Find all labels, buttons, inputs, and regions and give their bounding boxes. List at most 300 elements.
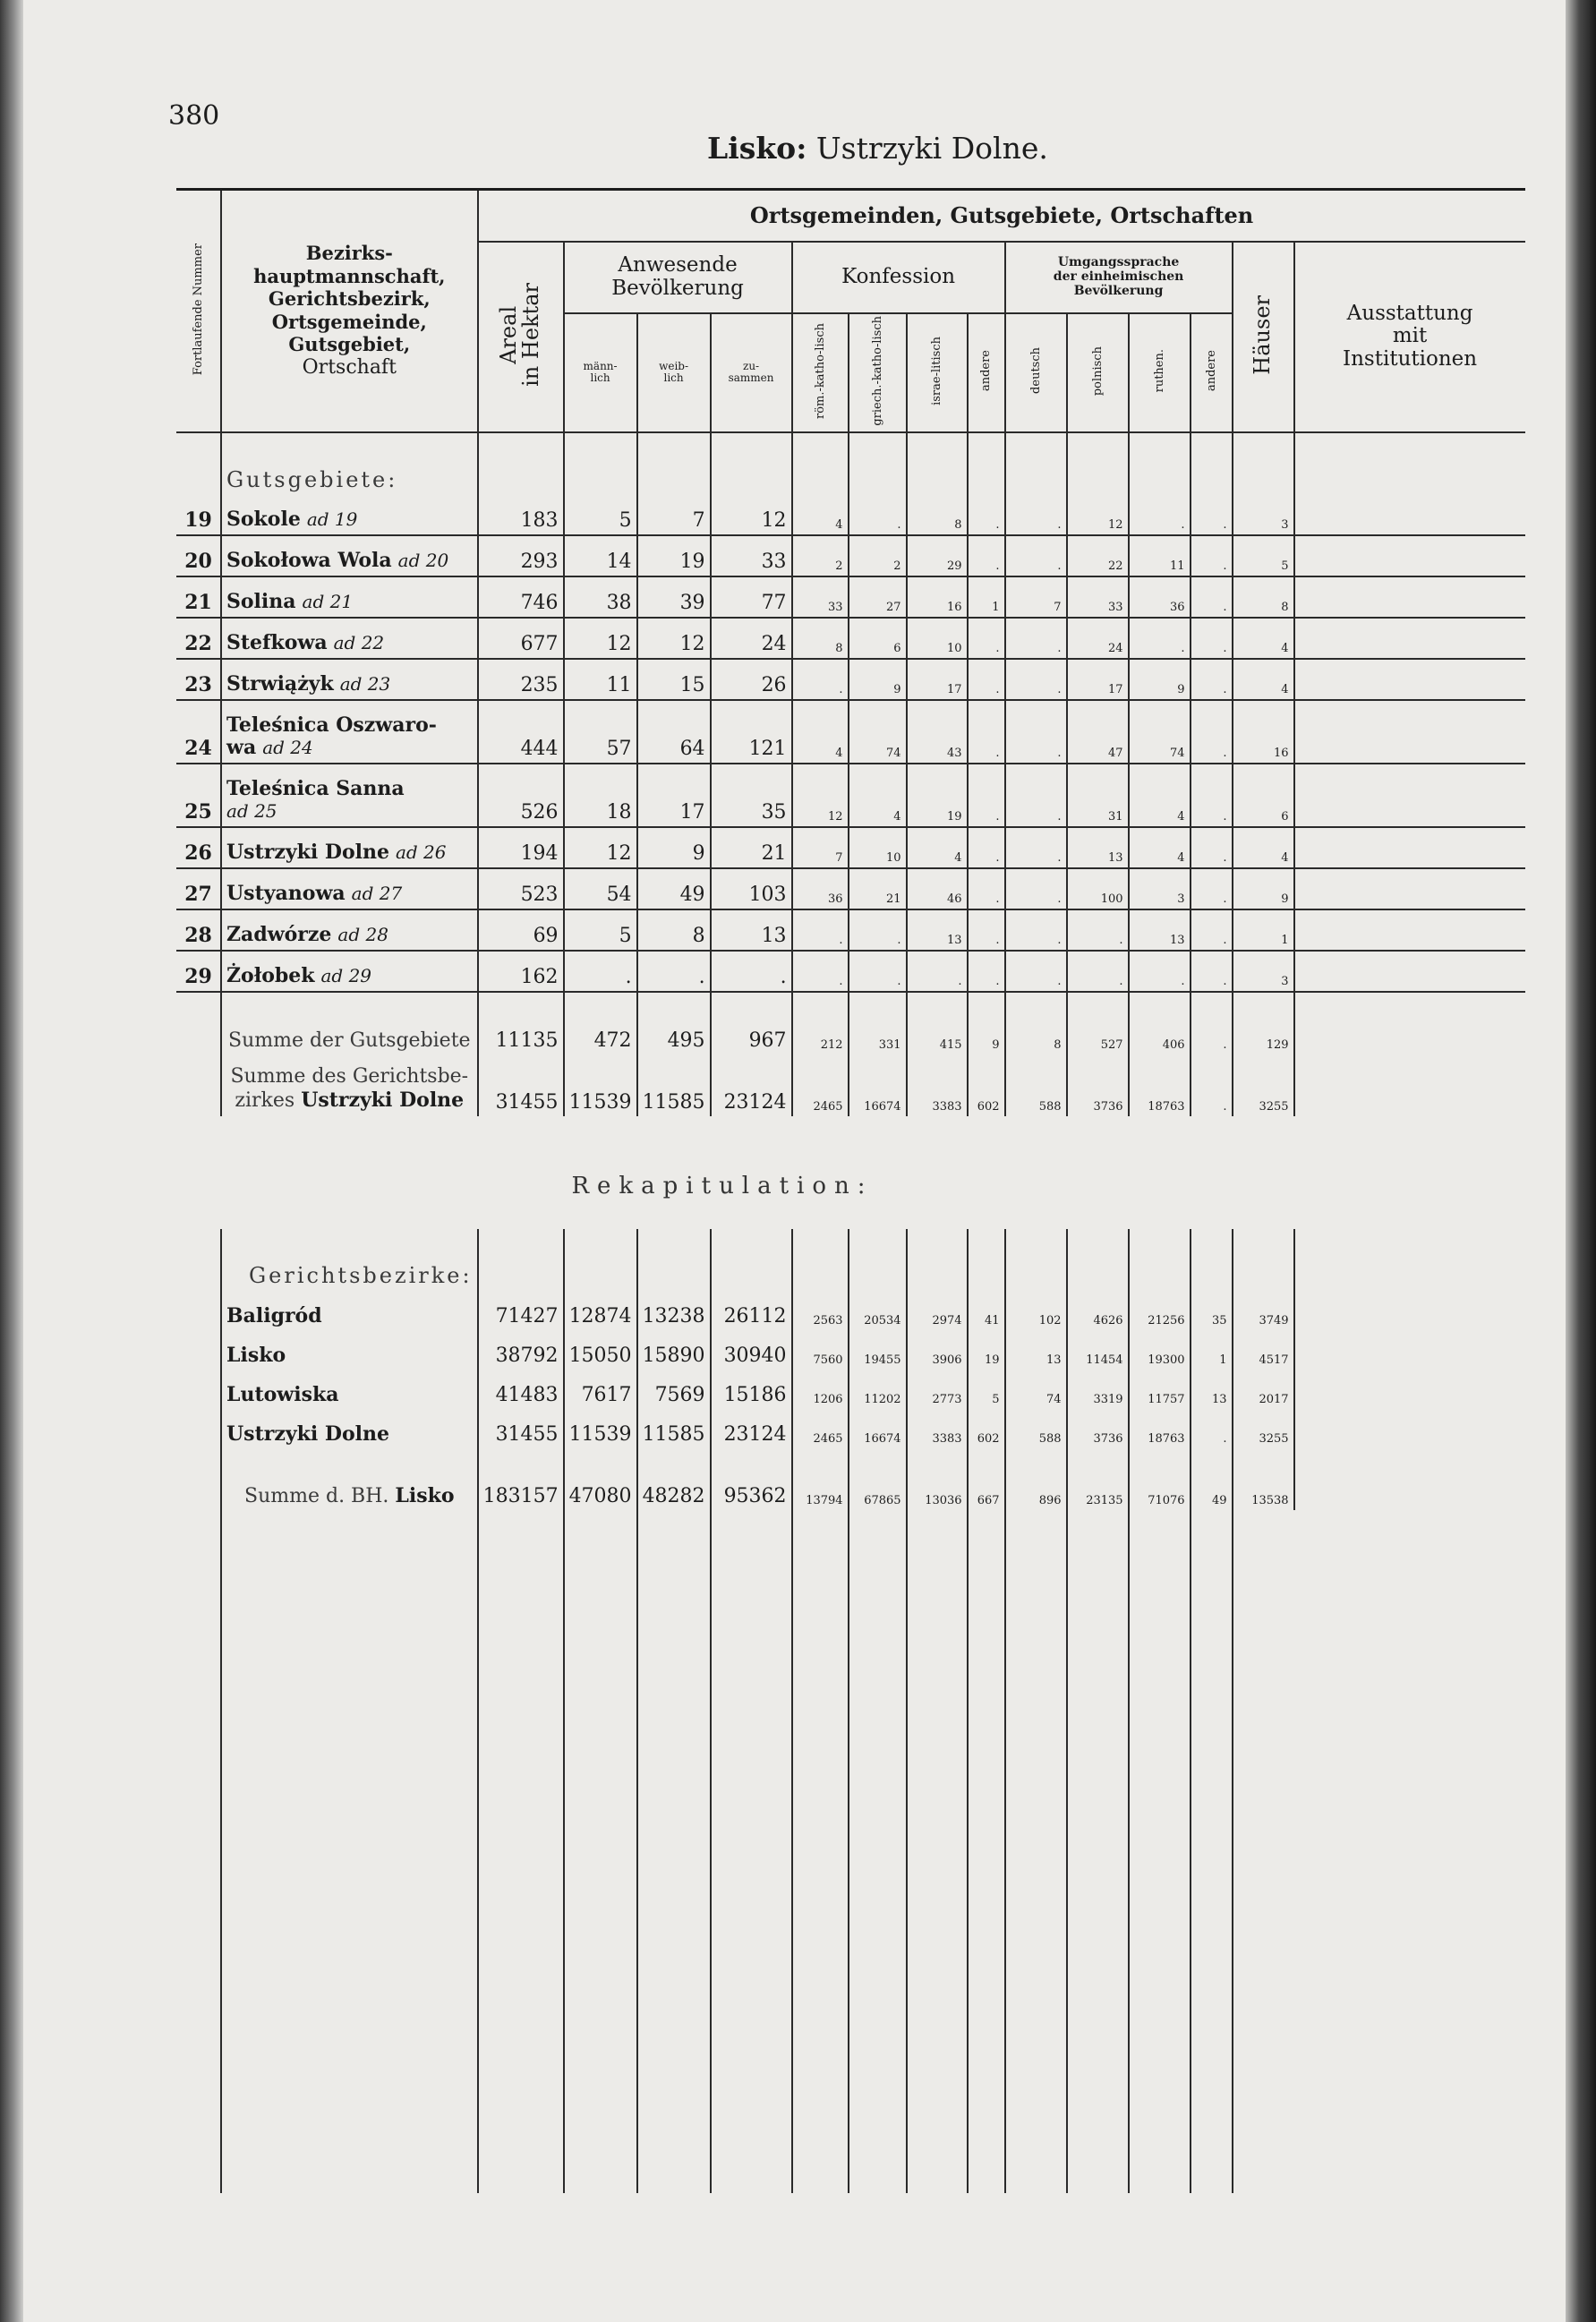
cell-ruthen: 19300: [1129, 1330, 1191, 1370]
row-number: 24: [176, 700, 221, 764]
cell-polnisch: 24: [1067, 618, 1129, 659]
cell-haeuser: 1: [1233, 909, 1294, 951]
cell-ausstattung: [1294, 909, 1525, 951]
cell-roem: 4: [792, 700, 849, 764]
cell-ausstattung: [1294, 618, 1525, 659]
cell-polnisch: 17: [1067, 659, 1129, 700]
cell-griech: 2: [849, 535, 907, 576]
cell-polnisch: 3736: [1067, 1054, 1129, 1116]
cell-israel: 13036: [907, 1448, 968, 1510]
cell-andere2: .: [1191, 868, 1233, 909]
cell-andere2: .: [1191, 618, 1233, 659]
row-number: 23: [176, 659, 221, 700]
cell-roem: .: [792, 909, 849, 951]
cell-roem: 1206: [792, 1370, 849, 1409]
row-number: 26: [176, 827, 221, 868]
cell-z: 77: [711, 576, 792, 618]
place-name: Sokole ad 19: [221, 495, 478, 535]
cell-z: 33: [711, 535, 792, 576]
cell-areal: 41483: [478, 1370, 564, 1409]
cell-z: 35: [711, 764, 792, 827]
cell-polnisch: 23135: [1067, 1448, 1129, 1510]
cell-m: 12: [564, 827, 637, 868]
table-row: [176, 827, 1525, 868]
cell-ruthen: 18763: [1129, 1409, 1191, 1448]
cell-ausstattung: [1294, 992, 1525, 1054]
cell-andere: .: [968, 618, 1005, 659]
cell-z: 967: [711, 992, 792, 1054]
table-row: [176, 495, 1525, 535]
cell-ausstattung: [1294, 1409, 1525, 1448]
cell-haeuser: 8: [1233, 576, 1294, 618]
cell-andere2: .: [1191, 1409, 1233, 1448]
cell-w: 495: [637, 992, 711, 1054]
header-nr: Fortlaufende Nummer: [176, 190, 221, 432]
cell-roem: 33: [792, 576, 849, 618]
cell-z: 24: [711, 618, 792, 659]
header-umgangssprache: Umgangssprache der einheimischen Bevölkerung: [1005, 242, 1233, 313]
cell-israel: 3906: [907, 1330, 968, 1370]
header-zusammen: zu- sammen: [711, 313, 792, 432]
cell-roem: 13794: [792, 1448, 849, 1510]
cell-griech: 6: [849, 618, 907, 659]
place-name: Strwiążyk ad 23: [221, 659, 478, 700]
cell-z: 21: [711, 827, 792, 868]
cell-w: 39: [637, 576, 711, 618]
header-bezirk: Bezirks- hauptmannschaft, Gerichtsbezirk, Ortsgemeinde, Gutsgebiet, Ortschaft: [221, 190, 478, 432]
page-header-place: Ustrzyki Dolne.: [815, 131, 1048, 166]
cell-israel: 2773: [907, 1370, 968, 1409]
cell-m: 12: [564, 618, 637, 659]
cell-m: 18: [564, 764, 637, 827]
cell-ruthen: 18763: [1129, 1054, 1191, 1116]
cell-m: .: [564, 951, 637, 992]
statistics-table: [176, 188, 1525, 2193]
cell-ruthen: 11: [1129, 535, 1191, 576]
cell-ruthen: 71076: [1129, 1448, 1191, 1510]
table-row: [176, 700, 1525, 764]
cell-andere: .: [968, 659, 1005, 700]
cell-areal: 11135: [478, 992, 564, 1054]
row-number: 28: [176, 909, 221, 951]
cell-z: 12: [711, 495, 792, 535]
cell-deutsch: .: [1005, 951, 1067, 992]
sum-gericht-label: Summe des Gerichtsbe- zirkes Ustrzyki Dolne: [221, 1054, 478, 1116]
cell-roem: .: [792, 951, 849, 992]
row-number: 27: [176, 868, 221, 909]
cell-israel: 4: [907, 827, 968, 868]
cell-z: 95362: [711, 1448, 792, 1510]
cell-andere2: .: [1191, 495, 1233, 535]
cell-ruthen: 13: [1129, 909, 1191, 951]
cell-z: 15186: [711, 1370, 792, 1409]
cell-andere: .: [968, 827, 1005, 868]
cell-w: 48282: [637, 1448, 711, 1510]
place-name: Żołobek ad 29: [221, 951, 478, 992]
header-polnisch: polnisch: [1067, 313, 1129, 432]
cell-andere2: .: [1191, 764, 1233, 827]
cell-m: 5: [564, 909, 637, 951]
cell-areal: 38792: [478, 1330, 564, 1370]
cell-haeuser: 3: [1233, 951, 1294, 992]
cell-israel: 16: [907, 576, 968, 618]
cell-roem: 8: [792, 618, 849, 659]
cell-w: 15: [637, 659, 711, 700]
cell-griech: 10: [849, 827, 907, 868]
cell-polnisch: .: [1067, 909, 1129, 951]
section-gutsgebiete: Gutsgebiete:: [221, 432, 478, 495]
cell-w: 19: [637, 535, 711, 576]
place-name: Teleśnica Oszwaro- wa ad 24: [221, 700, 478, 764]
cell-m: 15050: [564, 1330, 637, 1370]
cell-z: 23124: [711, 1054, 792, 1116]
header-ruthen: ruthen.: [1129, 313, 1191, 432]
cell-ruthen: 406: [1129, 992, 1191, 1054]
cell-israel: 29: [907, 535, 968, 576]
row-number: 21: [176, 576, 221, 618]
header-andere: andere: [968, 313, 1005, 432]
cell-deutsch: .: [1005, 618, 1067, 659]
cell-griech: 27: [849, 576, 907, 618]
cell-ruthen: 3: [1129, 868, 1191, 909]
cell-haeuser: 3255: [1233, 1054, 1294, 1116]
cell-deutsch: .: [1005, 868, 1067, 909]
cell-roem: 2465: [792, 1054, 849, 1116]
cell-andere: .: [968, 764, 1005, 827]
cell-w: 49: [637, 868, 711, 909]
table-row: [176, 909, 1525, 951]
cell-andere: 9: [968, 992, 1005, 1054]
cell-m: 5: [564, 495, 637, 535]
cell-w: 8: [637, 909, 711, 951]
cell-ausstattung: [1294, 1330, 1525, 1370]
cell-andere: .: [968, 495, 1005, 535]
cell-areal: 235: [478, 659, 564, 700]
cell-andere2: .: [1191, 576, 1233, 618]
place-name: Sokołowa Wola ad 20: [221, 535, 478, 576]
cell-andere2: .: [1191, 992, 1233, 1054]
cell-polnisch: 3319: [1067, 1370, 1129, 1409]
rekapitulation-row: [176, 1146, 1525, 1229]
cell-z: 23124: [711, 1409, 792, 1448]
cell-polnisch: 11454: [1067, 1330, 1129, 1370]
cell-m: 57: [564, 700, 637, 764]
cell-andere: 602: [968, 1054, 1005, 1116]
cell-ruthen: 21256: [1129, 1291, 1191, 1330]
cell-griech: 21: [849, 868, 907, 909]
recap-row: [176, 1291, 1525, 1330]
cell-griech: 19455: [849, 1330, 907, 1370]
place-name: Solina ad 21: [221, 576, 478, 618]
cell-z: 30940: [711, 1330, 792, 1370]
cell-andere: .: [968, 951, 1005, 992]
header-weiblich: weib- lich: [637, 313, 711, 432]
table-row: [176, 659, 1525, 700]
cell-griech: 11202: [849, 1370, 907, 1409]
header-ausstattung: Ausstattung mit Institutionen: [1294, 242, 1525, 432]
cell-haeuser: 9: [1233, 868, 1294, 909]
cell-deutsch: 102: [1005, 1291, 1067, 1330]
cell-griech: 74: [849, 700, 907, 764]
cell-areal: 183: [478, 495, 564, 535]
table-row: [176, 951, 1525, 992]
row-number: 25: [176, 764, 221, 827]
cell-ruthen: 74: [1129, 700, 1191, 764]
cell-haeuser: 3749: [1233, 1291, 1294, 1330]
cell-ruthen: .: [1129, 618, 1191, 659]
cell-polnisch: 13: [1067, 827, 1129, 868]
cell-w: 7: [637, 495, 711, 535]
row-number: 19: [176, 495, 221, 535]
cell-andere: .: [968, 700, 1005, 764]
cell-andere: .: [968, 535, 1005, 576]
cell-z: 13: [711, 909, 792, 951]
cell-haeuser: 4: [1233, 659, 1294, 700]
cell-haeuser: 6: [1233, 764, 1294, 827]
cell-andere2: .: [1191, 1054, 1233, 1116]
cell-haeuser: 5: [1233, 535, 1294, 576]
recap-row: [176, 1409, 1525, 1448]
cell-m: 54: [564, 868, 637, 909]
cell-polnisch: 4626: [1067, 1291, 1129, 1330]
cell-m: 12874: [564, 1291, 637, 1330]
cell-deutsch: .: [1005, 827, 1067, 868]
rekapitulation-title: Rekapitulation:: [571, 1172, 874, 1199]
cell-griech: 9: [849, 659, 907, 700]
cell-deutsch: .: [1005, 659, 1067, 700]
table-row: [176, 535, 1525, 576]
place-name: Ustrzyki Dolne ad 26: [221, 827, 478, 868]
cell-polnisch: 33: [1067, 576, 1129, 618]
cell-israel: 3383: [907, 1409, 968, 1448]
header-israel: israe-litisch: [907, 313, 968, 432]
cell-ausstattung: [1294, 1291, 1525, 1330]
section-row: [176, 432, 1525, 495]
cell-deutsch: 896: [1005, 1448, 1067, 1510]
cell-polnisch: .: [1067, 951, 1129, 992]
cell-griech: 16674: [849, 1054, 907, 1116]
cell-ausstattung: [1294, 535, 1525, 576]
cell-israel: 19: [907, 764, 968, 827]
header-ortsgemeinden: Ortsgemeinden, Gutsgebiete, Ortschaften: [478, 190, 1525, 243]
cell-polnisch: 47: [1067, 700, 1129, 764]
place-name: Stefkowa ad 22: [221, 618, 478, 659]
cell-andere2: 49: [1191, 1448, 1233, 1510]
cell-m: 14: [564, 535, 637, 576]
cell-roem: 2: [792, 535, 849, 576]
section-gerichtsbezirke-row: [176, 1229, 1525, 1291]
cell-deutsch: 7: [1005, 576, 1067, 618]
cell-m: 11539: [564, 1054, 637, 1116]
cell-andere: 1: [968, 576, 1005, 618]
cell-areal: 31455: [478, 1054, 564, 1116]
cell-m: 11539: [564, 1409, 637, 1448]
cell-areal: 526: [478, 764, 564, 827]
cell-andere2: 1: [1191, 1330, 1233, 1370]
cell-areal: 444: [478, 700, 564, 764]
place-name: Zadwórze ad 28: [221, 909, 478, 951]
header-haeuser: Häuser: [1233, 242, 1294, 432]
cell-haeuser: 4: [1233, 618, 1294, 659]
cell-haeuser: 4: [1233, 827, 1294, 868]
cell-andere: 19: [968, 1330, 1005, 1370]
cell-haeuser: 13538: [1233, 1448, 1294, 1510]
cell-w: 9: [637, 827, 711, 868]
cell-deutsch: 74: [1005, 1370, 1067, 1409]
cell-andere2: .: [1191, 535, 1233, 576]
cell-haeuser: 16: [1233, 700, 1294, 764]
sum-bh-row: [176, 1448, 1525, 1510]
cell-haeuser: 2017: [1233, 1370, 1294, 1409]
cell-ausstattung: [1294, 1370, 1525, 1409]
cell-roem: 212: [792, 992, 849, 1054]
cell-z: 121: [711, 700, 792, 764]
cell-w: 64: [637, 700, 711, 764]
place-name: Teleśnica Sanna ad 25: [221, 764, 478, 827]
cell-deutsch: .: [1005, 535, 1067, 576]
table-row: [176, 868, 1525, 909]
cell-israel: 43: [907, 700, 968, 764]
table-header: [176, 190, 1525, 432]
header-konfession: Konfession: [792, 242, 1005, 313]
section-gerichtsbezirke: Gerichtsbezirke:: [221, 1229, 478, 1291]
cell-z: 103: [711, 868, 792, 909]
cell-polnisch: 31: [1067, 764, 1129, 827]
cell-areal: 523: [478, 868, 564, 909]
cell-griech: 67865: [849, 1448, 907, 1510]
district-name: Lutowiska: [221, 1370, 478, 1409]
cell-areal: 31455: [478, 1409, 564, 1448]
cell-griech: 4: [849, 764, 907, 827]
cell-israel: 10: [907, 618, 968, 659]
sum-gutsgebiete-label: Summe der Gutsgebiete: [221, 992, 478, 1054]
cell-areal: 746: [478, 576, 564, 618]
cell-roem: 4: [792, 495, 849, 535]
cell-ruthen: 4: [1129, 764, 1191, 827]
cell-m: 7617: [564, 1370, 637, 1409]
cell-roem: 2563: [792, 1291, 849, 1330]
cell-ruthen: .: [1129, 951, 1191, 992]
cell-haeuser: 3255: [1233, 1409, 1294, 1448]
cell-ruthen: .: [1129, 495, 1191, 535]
cell-deutsch: .: [1005, 495, 1067, 535]
recap-row: [176, 1370, 1525, 1409]
cell-griech: 16674: [849, 1409, 907, 1448]
table-row: [176, 618, 1525, 659]
district-name: Ustrzyki Dolne: [221, 1409, 478, 1448]
cell-deutsch: 588: [1005, 1409, 1067, 1448]
cell-israel: 46: [907, 868, 968, 909]
cell-roem: 7: [792, 827, 849, 868]
sum-gutsgebiete-row: [176, 992, 1525, 1054]
table-body: [176, 432, 1525, 2193]
cell-deutsch: 8: [1005, 992, 1067, 1054]
table-row: [176, 764, 1525, 827]
cell-andere: 5: [968, 1370, 1005, 1409]
row-number: 20: [176, 535, 221, 576]
cell-ausstattung: [1294, 1054, 1525, 1116]
cell-haeuser: 3: [1233, 495, 1294, 535]
cell-w: 11585: [637, 1409, 711, 1448]
header-roem: röm.-katho-lisch: [792, 313, 849, 432]
cell-griech: 20534: [849, 1291, 907, 1330]
cell-andere2: .: [1191, 909, 1233, 951]
cell-areal: 69: [478, 909, 564, 951]
cell-ausstattung: [1294, 1448, 1525, 1510]
cell-polnisch: 100: [1067, 868, 1129, 909]
cell-w: 12: [637, 618, 711, 659]
cell-w: 17: [637, 764, 711, 827]
cell-areal: 71427: [478, 1291, 564, 1330]
cell-areal: 677: [478, 618, 564, 659]
cell-areal: 194: [478, 827, 564, 868]
cell-areal: 162: [478, 951, 564, 992]
cell-andere: .: [968, 868, 1005, 909]
cell-andere: 41: [968, 1291, 1005, 1330]
cell-deutsch: 588: [1005, 1054, 1067, 1116]
cell-israel: 3383: [907, 1054, 968, 1116]
table-row: [176, 576, 1525, 618]
cell-andere2: .: [1191, 827, 1233, 868]
cell-roem: 2465: [792, 1409, 849, 1448]
header-anwesende: Anwesende Bevölkerung: [564, 242, 792, 313]
header-andere2: andere: [1191, 313, 1233, 432]
cell-polnisch: 22: [1067, 535, 1129, 576]
cell-m: 38: [564, 576, 637, 618]
cell-deutsch: .: [1005, 764, 1067, 827]
cell-andere: 667: [968, 1448, 1005, 1510]
cell-polnisch: 3736: [1067, 1409, 1129, 1448]
cell-israel: 13: [907, 909, 968, 951]
scan-edge-right: [1566, 0, 1596, 2322]
cell-andere: .: [968, 909, 1005, 951]
cell-polnisch: 12: [1067, 495, 1129, 535]
header-areal: Areal in Hektar: [478, 242, 564, 432]
cell-deutsch: 13: [1005, 1330, 1067, 1370]
recap-row: [176, 1330, 1525, 1370]
cell-griech: .: [849, 951, 907, 992]
cell-ausstattung: [1294, 659, 1525, 700]
cell-israel: 2974: [907, 1291, 968, 1330]
cell-m: 472: [564, 992, 637, 1054]
cell-ruthen: 9: [1129, 659, 1191, 700]
cell-w: 11585: [637, 1054, 711, 1116]
cell-ausstattung: [1294, 700, 1525, 764]
cell-ausstattung: [1294, 764, 1525, 827]
cell-m: 47080: [564, 1448, 637, 1510]
cell-w: 15890: [637, 1330, 711, 1370]
district-name: Baligród: [221, 1291, 478, 1330]
cell-deutsch: .: [1005, 700, 1067, 764]
page-header-district: Lisko:: [707, 131, 807, 166]
cell-haeuser: 129: [1233, 992, 1294, 1054]
cell-andere2: .: [1191, 659, 1233, 700]
page-number: 380: [168, 100, 220, 132]
sum-bh-label: Summe d. BH. Lisko: [221, 1448, 478, 1510]
district-name: Lisko: [221, 1330, 478, 1370]
cell-w: 7569: [637, 1370, 711, 1409]
cell-areal: 183157: [478, 1448, 564, 1510]
sum-gericht-row: [176, 1054, 1525, 1116]
cell-griech: .: [849, 495, 907, 535]
cell-z: .: [711, 951, 792, 992]
cell-ausstattung: [1294, 576, 1525, 618]
cell-ausstattung: [1294, 951, 1525, 992]
cell-ausstattung: [1294, 495, 1525, 535]
cell-ruthen: 36: [1129, 576, 1191, 618]
cell-w: .: [637, 951, 711, 992]
header-griech: griech.-katho-lisch: [849, 313, 907, 432]
